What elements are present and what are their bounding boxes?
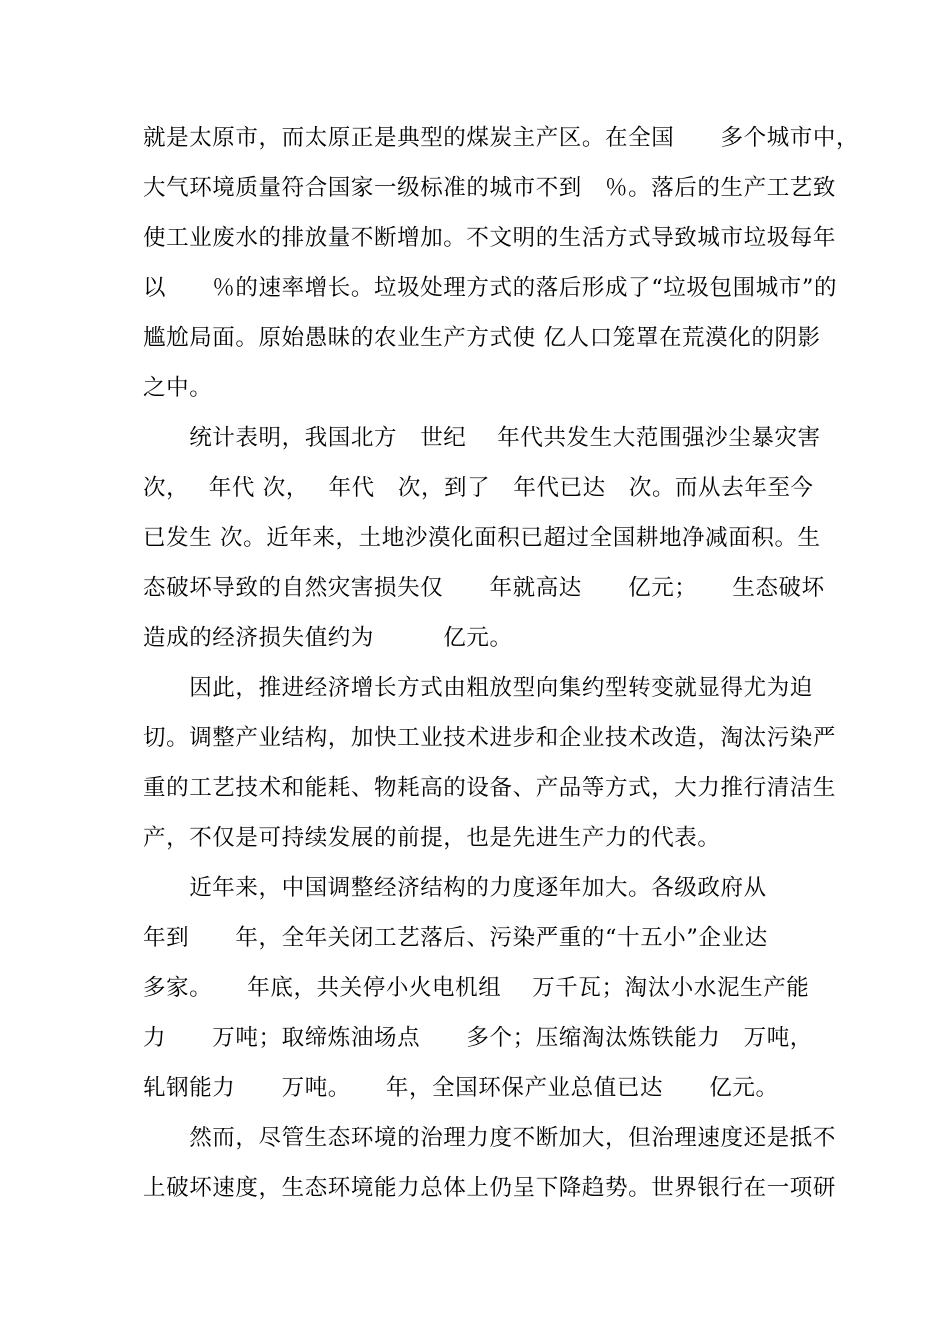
text-line: 切。调整产业结构，加快工业技术进步和企业技术改造，淘汰污染严 [143, 725, 837, 751]
text-line: 就是太原市，而太原正是典型的煤炭主产区。在全国 多个城市中， [143, 125, 860, 151]
text-line: 多家。 年底，共关停小火电机组 万千瓦；淘汰小水泥生产能 [143, 975, 810, 1001]
text-line: 因此，推进经济增长方式由粗放型向集约型转变就显得尤为迫 [143, 675, 813, 701]
text-line: 力 万吨；取缔炼油场点 多个；压缩淘汰炼铁能力 万吨， [143, 1025, 813, 1051]
text-line: 然而，尽管生态环境的治理力度不断加大，但治理速度还是抵不 [143, 1125, 837, 1151]
text-line: 已发生 次。近年来，土地沙漠化面积已超过全国耕地净减面积。生 [143, 525, 821, 551]
text-line: 次， 年代 次， 年代 次，到了 年代已达 次。而从去年至今 [143, 475, 814, 501]
body-text [143, 113, 860, 1213]
text-line: 重的工艺技术和能耗、物耗高的设备、产品等方式，大力推行清洁生 [143, 775, 837, 801]
text-line: 造成的经济损失值约为 亿元。 [143, 625, 513, 651]
text-line: 尴尬局面。原始愚昧的农业生产方式使 亿人口笼罩在荒漠化的阴影 [143, 325, 821, 351]
text-line: 统计表明，我国北方 世纪 年代共发生大范围强沙尘暴灾害 [143, 425, 821, 451]
text-line: 年到 年，全年关闭工艺落后、污染严重的“十五小”企业达 [143, 925, 768, 951]
text-line: 产，不仅是可持续发展的前提，也是先进生产力的代表。 [143, 825, 721, 851]
text-line: 近年来，中国调整经济结构的力度逐年加大。各级政府从 [143, 875, 767, 901]
text-line: 之中。 [143, 375, 213, 401]
text-line: 以 ％的速率增长。垃圾处理方式的落后形成了“垃圾包围城市”的 [143, 275, 838, 301]
text-line: 使工业废水的排放量不断增加。不文明的生活方式导致城市垃圾每年 [143, 225, 837, 251]
text-line: 上破坏速度，生态环境能力总体上仍呈下降趋势。世界银行在一项研 [143, 1175, 837, 1201]
text-line: 态破坏导致的自然灾害损失仅 年就高达 亿元； 生态破坏 [143, 575, 825, 601]
text-line: 大气环境质量符合国家一级标准的城市不到 ％。落后的生产工艺致 [143, 175, 837, 201]
text-line: 轧钢能力 万吨。 年，全国环保产业总值已达 亿元。 [143, 1075, 779, 1101]
